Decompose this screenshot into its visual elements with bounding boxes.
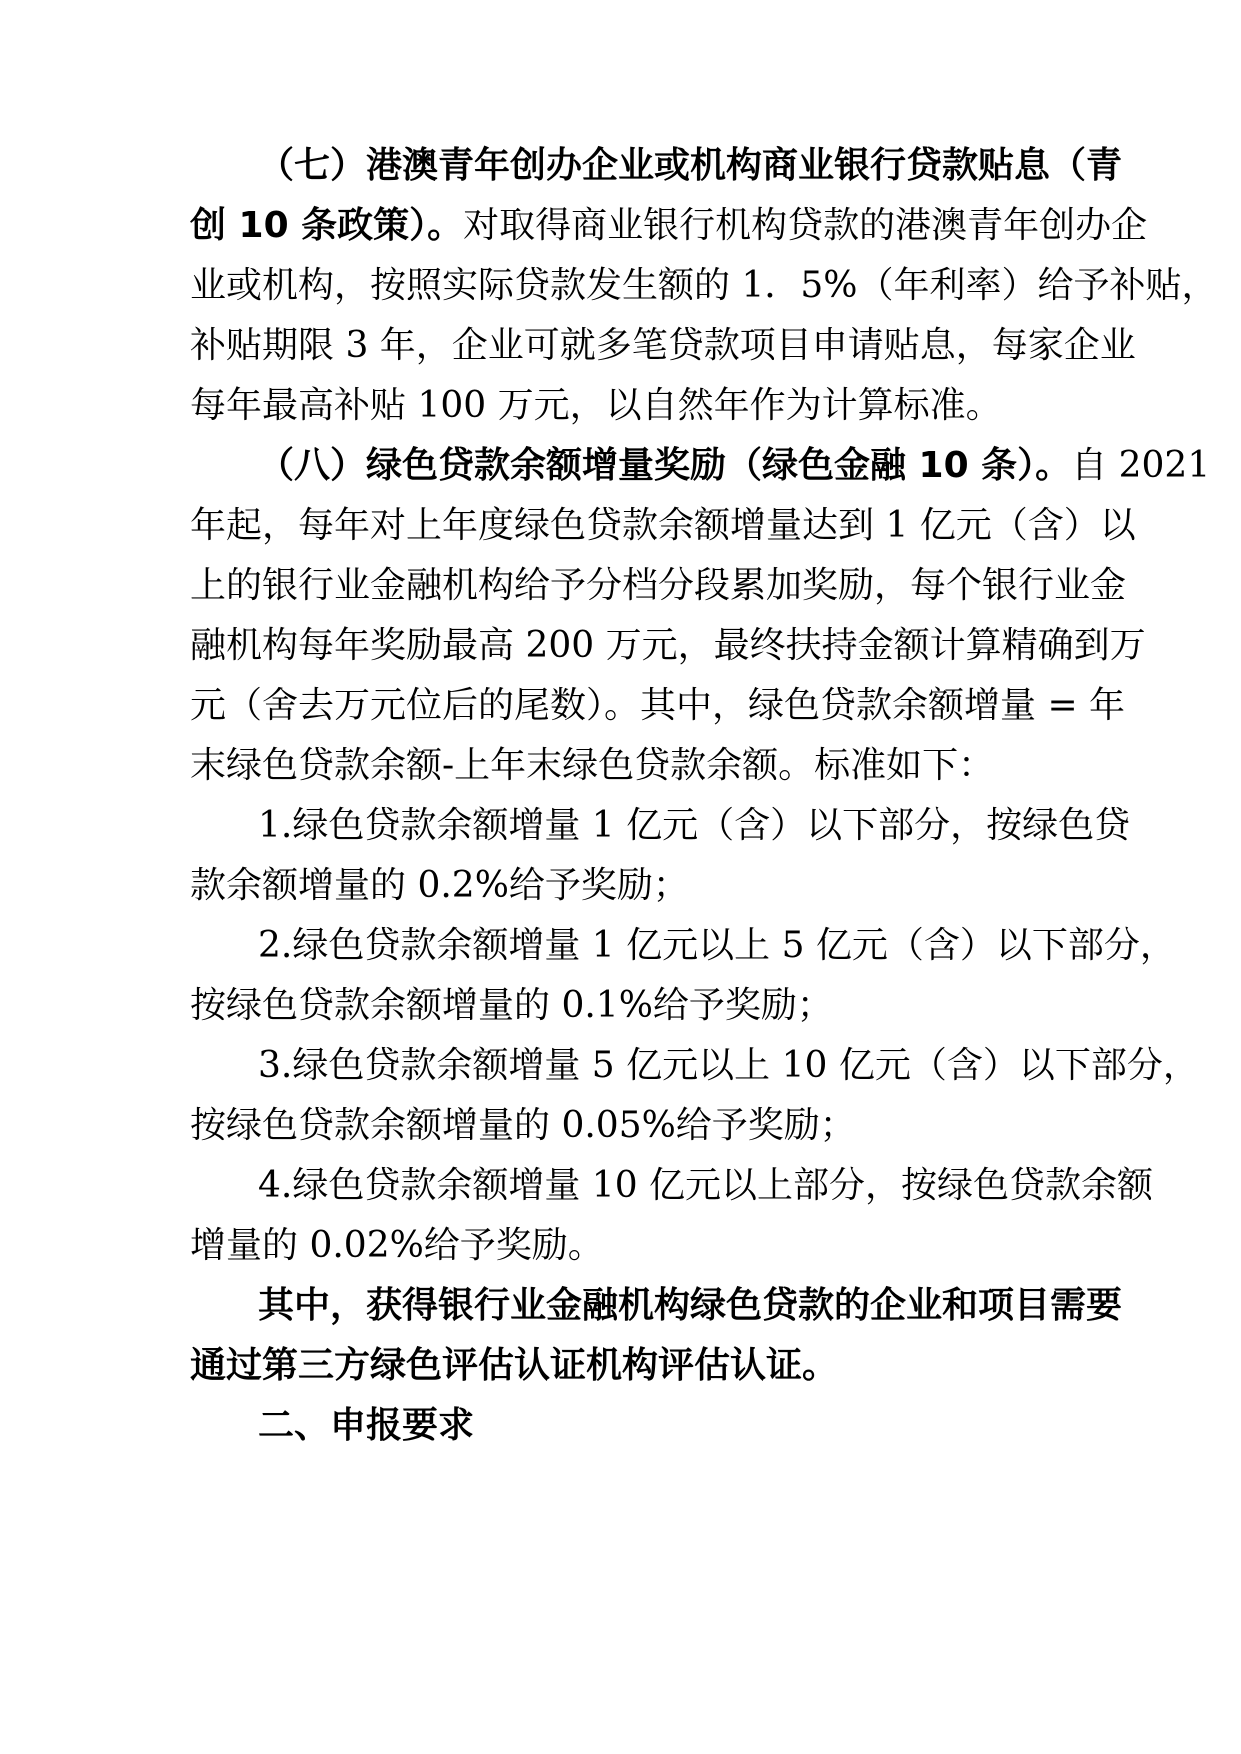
p8-line3: 上的银行业金融机构给予分档分段累加奖励，每个银行业金 xyxy=(190,565,1127,606)
p8-line1 xyxy=(258,445,1211,486)
p8-heading: （八）绿色贷款余额增量奖励（绿色金融 10 条）。 xyxy=(258,445,1072,486)
note-line1: 其中，获得银行业金融机构绿色贷款的企业和项目需要 xyxy=(258,1285,1123,1326)
item4-line1: 4.绿色贷款余额增量 10 亿元以上部分，按绿色贷款余额 xyxy=(258,1165,1154,1206)
p8-line4: 融机构每年奖励最高 200 万元，最终扶持金额计算精确到万 xyxy=(190,625,1146,666)
item2-line1: 2.绿色贷款余额增量 1 亿元以上 5 亿元（含）以下部分， xyxy=(258,925,1176,966)
p7-line4: 补贴期限 3 年，企业可就多笔贷款项目申请贴息，每家企业 xyxy=(190,325,1136,366)
section-heading: 二、申报要求 xyxy=(258,1405,475,1446)
p7-heading-tail: 创 10 条政策）。 xyxy=(190,205,464,246)
note-line2: 通过第三方绿色评估认证机构评估认证。 xyxy=(190,1345,839,1386)
p8-line5: 元（舍去万元位后的尾数）。其中，绿色贷款余额增量 = 年 xyxy=(190,685,1126,726)
item1-line1: 1.绿色贷款余额增量 1 亿元（含）以下部分，按绿色贷 xyxy=(258,805,1131,846)
p8-line2: 年起，每年对上年度绿色贷款余额增量达到 1 亿元（含）以 xyxy=(190,505,1136,546)
item3-line2: 按绿色贷款余额增量的 0.05%给予奖励； xyxy=(190,1105,856,1146)
item2-line2: 按绿色贷款余额增量的 0.1%给予奖励； xyxy=(190,985,833,1026)
p7-heading-line1: （七）港澳青年创办企业或机构商业银行贷款贴息（青 xyxy=(258,145,1123,186)
item4-line2: 增量的 0.02%给予奖励。 xyxy=(190,1225,604,1266)
p8-line6: 末绿色贷款余额-上年末绿色贷款余额。标准如下： xyxy=(190,745,995,786)
p7-line2 xyxy=(190,205,1148,246)
p8-line1-tail: 自 2021 xyxy=(1071,445,1211,486)
p7-line3: 业或机构，按照实际贷款发生额的 1．5%（年利率）给予补贴， xyxy=(190,265,1218,306)
p7-line2-text: 对取得商业银行机构贷款的港澳青年创办企 xyxy=(463,205,1148,246)
p7-line5: 每年最高补贴 100 万元，以自然年作为计算标准。 xyxy=(190,385,1002,426)
item1-line2: 款余额增量的 0.2%给予奖励； xyxy=(190,865,689,906)
item3-line1: 3.绿色贷款余额增量 5 亿元以上 10 亿元（含）以下部分， xyxy=(258,1045,1199,1086)
